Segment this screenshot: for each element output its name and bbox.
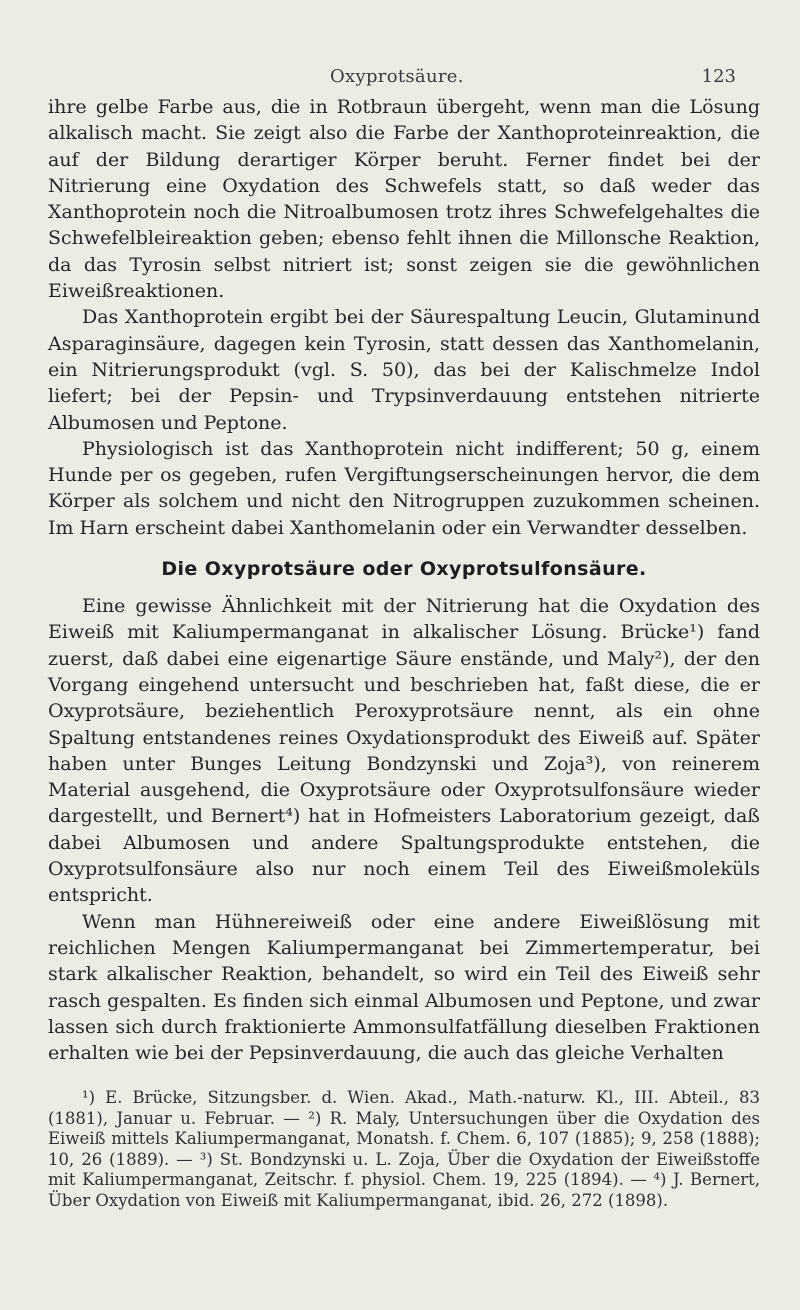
paragraph: ihre gelbe Farbe aus, die in Rotbraun übergeht, wenn man die Lösung alkalisch macht. Sie zeigt also die Farbe der Xanthoproteinreaktion, die auf der Bildung derartiger Körper beruht. Ferner findet bei der Nitrierung eine Oxydation des Schwefels statt, so daß weder das Xanthoprotein noch die Nitroalbumosen trotz ihres Schwefelgehaltes die Schwefelbleireaktion geben; ebenso fehlt ihnen die Millonsche Reaktion, da das Tyrosin selbst nitriert ist; sonst zeigen sie die gewöhnlichen Eiweißreaktionen. [48, 96, 760, 303]
paragraph: Das Xanthoprotein ergibt bei der Säurespaltung Leucin, Glutaminund Asparaginsäure, dagegen kein Tyrosin, statt dessen das Xanthomelanin, ein Nitrierungsprodukt (vgl. S. 50), das bei der Kalischmelze Indol liefert; bei der Pepsin- und Trypsinverdauung entstehen nitrierte Albumosen und Peptone. [48, 306, 760, 434]
footnote-text: ¹) E. Brücke, Sitzungsber. d. Wien. Akad., Math.-naturw. Kl., III. Abteil., 83 (1881), Januar u. Februar. — ²) R. Maly, Untersuchungen über die Oxydation des Eiweiß mittels Kaliumpermanganat, Monatsh. f. Chem. 6, 107 (1885); 9, 258 (1888); 10, 26 (1889). — ³) St. Bondzynski u. L. Zoja, Über die Oxydation der Eiweißstoffe mit Kaliumpermanganat, Zeitschr. f. physiol. Chem. 19, 225 (1894). — ⁴) J. Bernert, Über Oxydation von Eiweiß mit Kaliumpermanganat, ibid. 26, 272 (1898). [48, 1088, 760, 1210]
footnotes [48, 1088, 760, 1211]
body-text [48, 94, 760, 1211]
paragraph: Physiologisch ist das Xanthoprotein nicht indifferent; 50 g, einem Hunde per os gegeben, rufen Vergiftungserscheinungen hervor, die dem Körper als solchem und nicht den Nitrogruppen zuzukommen scheinen. Im Harn erscheint dabei Xanthomelanin oder ein Verwandter desselben. [48, 437, 760, 539]
page-number: 123 [701, 66, 736, 87]
paragraph: Wenn man Hühnereiweiß oder eine andere Eiweißlösung mit reichlichen Mengen Kaliumpermanganat bei Zimmertemperatur, bei stark alkalischer Reaktion, behandelt, so wird ein Teil des Eiweiß sehr rasch gespalten. Es finden sich einmal Albumosen und Peptone, und zwar lassen sich durch fraktionierte Ammonsulfatfällung dieselben Fraktionen erhalten wie bei der Pepsinverdauung, die auch das gleiche Verhalten [48, 910, 760, 1065]
running-head-title: Oxyprotsäure. [330, 66, 464, 87]
paragraph: Eine gewisse Ähnlichkeit mit der Nitrierung hat die Oxydation des Eiweiß mit Kaliumpermanganat in alkalischer Lösung. Brücke¹) fand zuerst, daß dabei eine eigenartige Säure enstände, und Maly²), der den Vorgang eingehend untersucht und beschrieben hat, faßt diese, die er Oxyprotsäure, beziehentlich Peroxyprotsäure nennt, als ein ohne Spaltung entstandenes reines Oxydationsprodukt des Eiweiß auf. Später haben unter Bunges Leitung Bondzynski und Zoja³), von reinerem Material ausgehend, die Oxyprotsäure oder Oxyprotsulfonsäure wieder dargestellt, und Bernert⁴) hat in Hofmeisters Laboratorium gezeigt, daß dabei Albumosen und andere Spaltungsprodukte entstehen, die Oxyprotsulfonsäure also nur noch einem Teil des Eiweißmoleküls entspricht. [48, 595, 760, 907]
section-heading: Die Oxyprotsäure oder Oxyprotsulfonsäure. [161, 558, 647, 581]
